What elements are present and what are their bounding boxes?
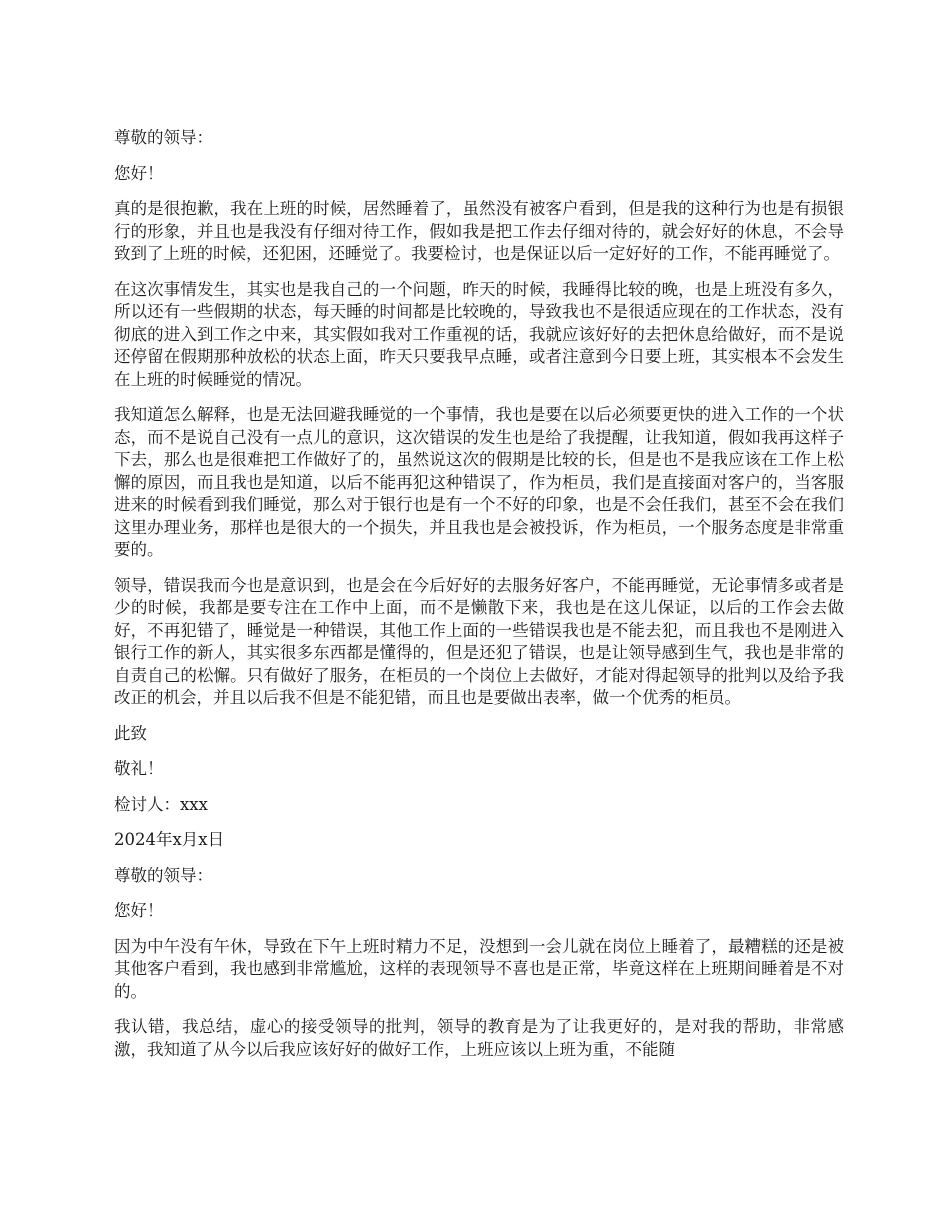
- closing-line: 此致: [114, 723, 147, 743]
- body-paragraph: 在这次事情发生，其实也是我自己的一个问题，昨天的时候，我睡得比较的晚，也是上班没有多久，所以还有一些假期的状态，每天睡的时间都是比较晚的，导致我也不是很适应现在的工作状态，没有彻底的进入到工作之中来，其实假如我对工作重视的话，我就应该好好的去把休息给做好，而不是说还停留在假期那种放松的状态上面，昨天只要我早点睡，或者注意到今日要上班，其实根本不会发生在上班的时候睡觉的情况。: [114, 279, 844, 389]
- body-paragraph: 因为中午没有午休，导致在下午上班时精力不足，没想到一会儿就在岗位上睡着了，最糟糕的还是被其他客户看到，我也感到非常尴尬，这样的表现领导不喜也是正常，毕竟这样在上班期间睡着是不对的。: [114, 936, 844, 1001]
- body-paragraph: 我认错，我总结，虚心的接受领导的批判，领导的教育是为了让我更好的，是对我的帮助，非常感激，我知道了从今以后我应该好好的做好工作，上班应该以上班为重，不能随: [114, 1017, 844, 1059]
- body-paragraph: 领导，错误我而今也是意识到，也是会在今后好好的去服务好客户，不能再睡觉，无论事情多或者是少的时候，我都是要专注在工作中上面，而不是懒散下来，我也是在这儿保证，以后的工作会去做好，不再犯错了，睡觉是一种错误，其他工作上面的一些错误我也是不能去犯，而且我也不是刚进入银行工作的新人，其实很多东西都是懂得的，但是还犯了错误，也是让领导感到生气，我也是非常的自责自己的松懈。只有做好了服务，在柜员的一个岗位上去做好，才能对得起领导的批判以及给予我改正的机会，并且以后我不但是不能犯错，而且也是要做出表率，做一个优秀的柜员。: [114, 575, 844, 707]
- body-paragraph: 我知道怎么解释，也是无法回避我睡觉的一个事情，我也是要在以后必须要更快的进入工作的一个状态，而不是说自己没有一点儿的意识，这次错误的发生也是给了我提醒，让我知道，假如我再这样子下去，那么也是很难把工作做好了的，虽然说这次的假期是比较的长，但是也不是我应该在工作上松懈的原因，而且我也是知道，以后不能再犯这种错误了，作为柜员，我们是直接面对客户的，当客服进来的时候看到我们睡觉，那么对于银行也是有一个不好的印象，也是不会任我们，甚至不会在我们这里办理业务，那样也是很大的一个损失，并且我也是会被投诉，作为柜员，一个服务态度是非常重要的。: [114, 405, 844, 559]
- salutation: 尊敬的领导：: [114, 865, 213, 885]
- signature: 检讨人：xxx: [114, 794, 208, 814]
- document-page: [114, 127, 844, 1230]
- date-line: 2024年x月x日: [114, 830, 225, 849]
- closing-salute: 敬礼！: [114, 759, 164, 778]
- body-paragraph: 真的是很抱歉，我在上班的时候，居然睡着了，虽然没有被客户看到，但是我的这种行为也是有损银行的形象，并且也是我没有仔细对待工作，假如我是把工作去仔细对待的，就会好好的休息，不会导致到了上班的时候，还犯困，还睡觉了。我要检讨，也是保证以后一定好好的工作，不能再睡觉了。: [114, 199, 844, 263]
- salutation: 尊敬的领导：: [114, 128, 213, 147]
- greeting: 您好！: [114, 901, 164, 920]
- greeting: 您好！: [114, 163, 164, 183]
